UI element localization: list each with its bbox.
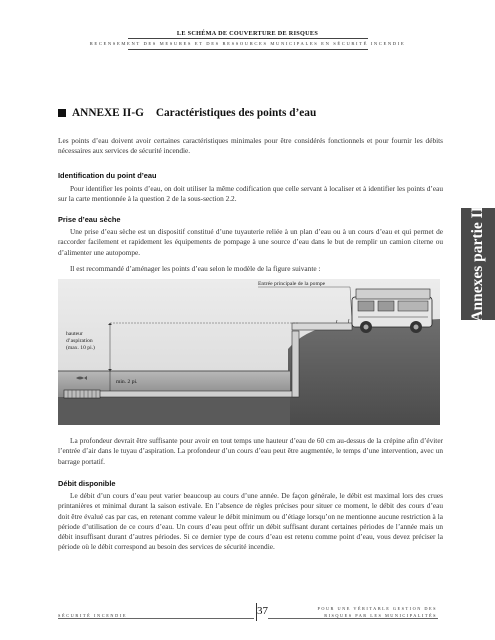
annex-heading bbox=[58, 107, 443, 119]
page-number: 37 bbox=[257, 605, 268, 617]
header-rule-top bbox=[128, 38, 368, 39]
header-rule-bottom bbox=[128, 49, 368, 50]
section-heading-flow: Débit disponible bbox=[58, 479, 116, 488]
identification-paragraph: Pour identifier les points d’eau, on doit utiliser la même codification que celle servant à localiser et à identifier les points d’eau sur la carte mentionnée à la question 2 de la sous-section 2.2. bbox=[58, 184, 443, 204]
height-label-2: d’aspiration bbox=[66, 338, 93, 344]
water-bed bbox=[58, 397, 290, 425]
square-bullet-icon bbox=[58, 109, 66, 117]
intro-paragraph: Les points d’eau doivent avoir certaines caractéristiques minimales pour être considérés fonctionnels et pour fournir les débits nécessaires aux services de sécurité incendie. bbox=[58, 136, 443, 156]
footer-right: POUR UNE VÉRITABLE GESTION DES RISQUES PAR LES MUNICIPALITÉS bbox=[317, 606, 437, 618]
pump-entry-label: Entrée principale de la pompe bbox=[258, 281, 326, 287]
height-label-3: (max. 10 pi.) bbox=[66, 345, 95, 351]
dry-hydrant-paragraph: Une prise d’eau sèche est un dispositif constitué d’une tuyauterie reliée à un plan d’eau ou à un cours d’eau et qui permet de raccorder facilement et rapidement les équipements de pompage à une source d’eau dans le but de remplir un camion citerne ou d’alimenter une autopompe. bbox=[58, 227, 443, 257]
depth-paragraph: La profondeur devrait être suffisante pour avoir en tout temps une hauteur d’eau de 60 cm au-dessus de la crépine afin d’éviter l’entrée d’air dans le tuyau d’aspiration. La profondeur d’un cours d’eau peut être augmentée, le temps d’une intervention, avec un barrage portatif. bbox=[58, 436, 443, 466]
min-depth-label: min. 2 pi. bbox=[116, 379, 138, 385]
footer-rule-left bbox=[58, 618, 254, 619]
recommendation-paragraph: Il est recommandé d’aménager les points d’eau selon le modèle de la figure suivante : bbox=[70, 264, 321, 273]
annex-code: ANNEXE II-G bbox=[72, 107, 144, 119]
header-title: LE SCHÉMA DE COUVERTURE DE RISQUES bbox=[176, 30, 319, 37]
intake-pipe bbox=[98, 391, 298, 397]
riser-pipe bbox=[292, 331, 299, 397]
height-label-1: hauteur bbox=[66, 331, 83, 337]
suction-hose bbox=[292, 323, 352, 330]
dry-hydrant-diagram bbox=[58, 279, 440, 425]
flow-paragraph: Le débit d’un cours d’eau peut varier beaucoup au cours d’une année. De façon générale, le débit est maximal lors des crues printanières et minimal durant la saison estivale. En l’absence de règles précises pour situer ce moment, le débit des cours d’eau doit être évalué cas par cas, en retenant comme valeur le débit minimum ou d’étiage lorsqu’on ne mentionne aucune restriction à la période d’utilisation de ce cours d’eau. Un cours d’eau peut offrir un débit suffisant durant certaines périodes de l’année mais un débit insuffisant durant d’autres périodes. Si ce dernier type de cours d’eau est retenu comme point d’eau, vous devez préciser la période où le débit correspond au besoin des services de sécurité incendie. bbox=[58, 491, 443, 552]
embankment bbox=[288, 319, 440, 425]
annex-title: Caractéristiques des points d’eau bbox=[155, 107, 317, 119]
section-heading-identification: Identification du point d’eau bbox=[58, 171, 157, 180]
strainer bbox=[64, 390, 100, 398]
footer-left: SÉCURITÉ INCENDIE bbox=[58, 613, 128, 618]
side-tab-label: Annexes partie II bbox=[469, 206, 486, 322]
header-subtitle: RECENSEMENT DES MESURES ET DES RESSOURCES MUNICIPALES EN SÉCURITÉ INCENDIE bbox=[89, 41, 406, 46]
fire-truck bbox=[352, 289, 432, 333]
section-heading-dry-hydrant: Prise d’eau sèche bbox=[58, 215, 121, 224]
section-side-tab bbox=[461, 208, 495, 320]
dry-hydrant-figure bbox=[58, 279, 440, 425]
